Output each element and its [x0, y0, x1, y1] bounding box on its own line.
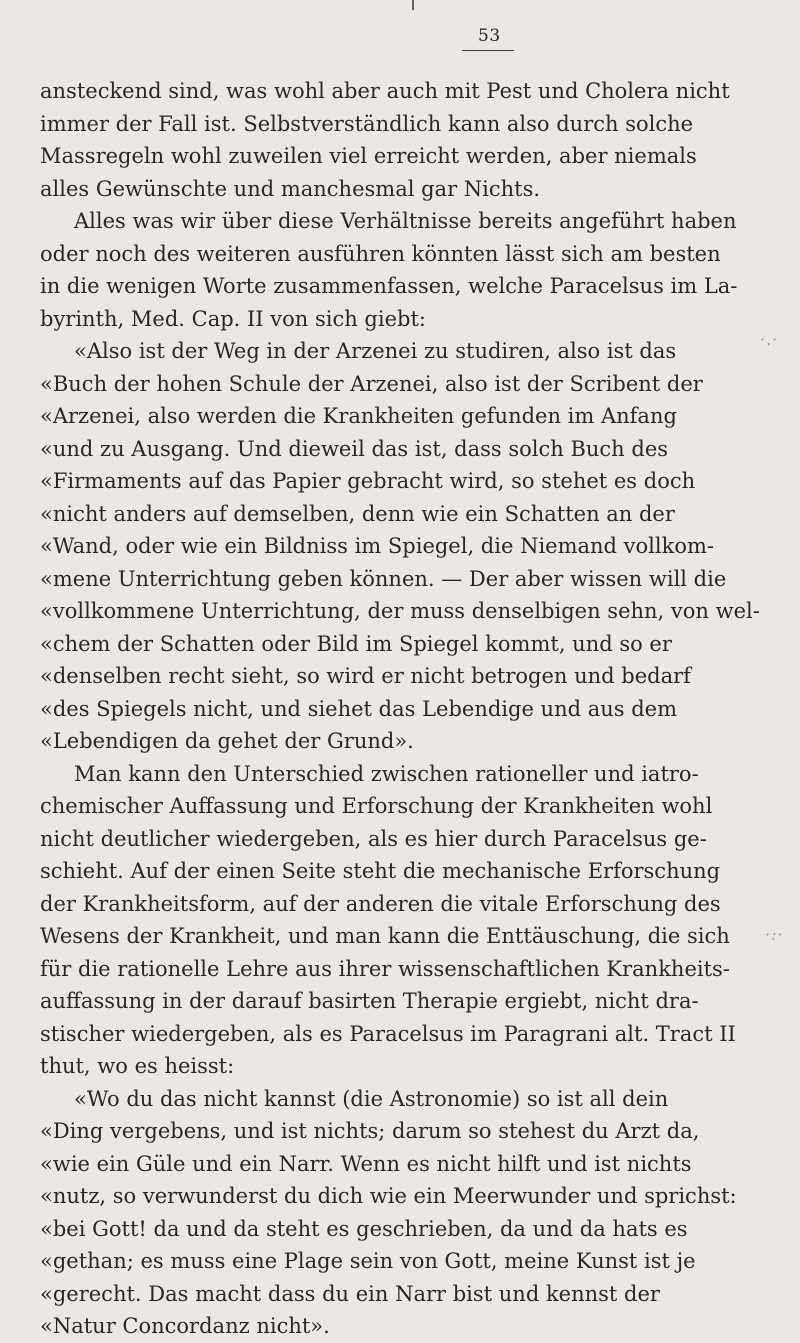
text-line: oder noch des weiteren ausführen könnten lässt sich am besten	[40, 241, 721, 266]
text-line: für die rationelle Lehre aus ihrer wissenschaftlichen Krankheits-	[40, 956, 730, 981]
quote-line: «mene Unterrichtung geben können. — Der aber wissen will die	[40, 566, 727, 591]
text-line: Massregeln wohl zuweilen viel erreicht werden, aber niemals	[40, 144, 697, 168]
text-line: Wesens der Krankheit, und man kann die Enttäuschung, die sich	[40, 924, 730, 948]
quote-line: «gethan; es muss eine Plage sein von Gott, meine Kunst ist je	[40, 1249, 696, 1273]
quote-line: «Arzenei, also werden die Krankheiten gefunden im Anfang	[40, 404, 677, 428]
quote-line: «vollkommene Unterrichtung, der muss denselbigen sehn, von wel-	[40, 599, 760, 623]
quote-line: «Wo du das nicht kannst (die Astronomie) so ist all dein	[74, 1086, 669, 1111]
text-line: nicht deutlicher wiedergeben, als es hier durch Paracelsus ge-	[40, 826, 707, 851]
text-line: thut, wo es heisst:	[40, 1054, 235, 1078]
text-line: alles Gewünschte und manchesmal gar Nichts.	[40, 176, 541, 201]
text-line: chemischer Auffassung und Erforschung der Krankheiten wohl	[40, 794, 713, 818]
quote-line: «Ding vergebens, und ist nichts; darum so stehest du Arzt da,	[40, 1119, 700, 1143]
quote-line: «Wand, oder wie ein Bildniss im Spiegel, die Niemand vollkom-	[40, 534, 714, 558]
quote-line: «gerecht. Das macht dass du ein Narr bist und kennst der	[40, 1281, 660, 1306]
text-line: stischer wiedergeben, als es Paracelsus im Paragrani alt. Tract II	[40, 1021, 736, 1046]
body-text	[40, 75, 770, 1343]
quote-line: «Also ist der Weg in der Arzenei zu studiren, also ist das	[74, 339, 677, 363]
quote-line: «bei Gott! da und da steht es geschrieben, da und da hats es	[40, 1216, 688, 1241]
scan-mark	[412, 0, 414, 10]
quote-line: «nicht anders auf demselben, denn wie ein Schatten an der	[40, 501, 675, 526]
page-number-rule	[462, 50, 514, 51]
text-line: ansteckend sind, was wohl aber auch mit Pest und Cholera nicht	[40, 79, 730, 103]
margin-bleed-mark-1: ·.·	[760, 330, 779, 349]
quote-line: «denselben recht sieht, so wird er nicht betrogen und bedarf	[40, 664, 691, 688]
text-line: Man kann den Unterschied zwischen rationeller und iatro-	[74, 761, 699, 786]
text-line: schieht. Auf der einen Seite steht die mechanische Erforschung	[40, 859, 721, 883]
quote-line: «Firmaments auf das Papier gebracht wird, so stehet es doch	[40, 469, 696, 493]
text-line: auffassung in der darauf basirten Therapie ergiebt, nicht dra-	[40, 989, 699, 1013]
quote-line: «und zu Ausgang. Und dieweil das ist, dass solch Buch des	[40, 436, 669, 461]
text-line: in die wenigen Worte zusammenfassen, welche Paracelsus im La-	[40, 274, 738, 298]
quote-line: «Natur Concordanz nicht».	[40, 1314, 330, 1338]
quote-line: «Buch der hohen Schule der Arzenei, also ist der Scribent der	[40, 371, 703, 396]
quote-line: «wie ein Güle und ein Narr. Wenn es nicht hilft und ist nichts	[40, 1151, 692, 1176]
quote-line: «nutz, so verwunderst du dich wie ein Meerwunder und sprichst:	[40, 1184, 737, 1208]
quote-line: «chem der Schatten oder Bild im Spiegel kommt, und so er	[40, 631, 672, 656]
margin-bleed-mark-2: ·:·	[765, 925, 784, 944]
quote-line: «Lebendigen da gehet der Grund».	[40, 729, 414, 753]
text-line: Alles was wir über diese Verhältnisse bereits angeführt haben	[74, 209, 737, 233]
text-line: byrinth, Med. Cap. II von sich giebt:	[40, 306, 426, 331]
text-line: der Krankheitsform, auf der anderen die vitale Erforschung des	[40, 891, 721, 916]
quote-line: «des Spiegels nicht, und siehet das Lebendige und aus dem	[40, 696, 677, 721]
page-number: 53	[478, 26, 501, 46]
text-line: immer der Fall ist. Selbstverständlich kann also durch solche	[40, 111, 694, 136]
